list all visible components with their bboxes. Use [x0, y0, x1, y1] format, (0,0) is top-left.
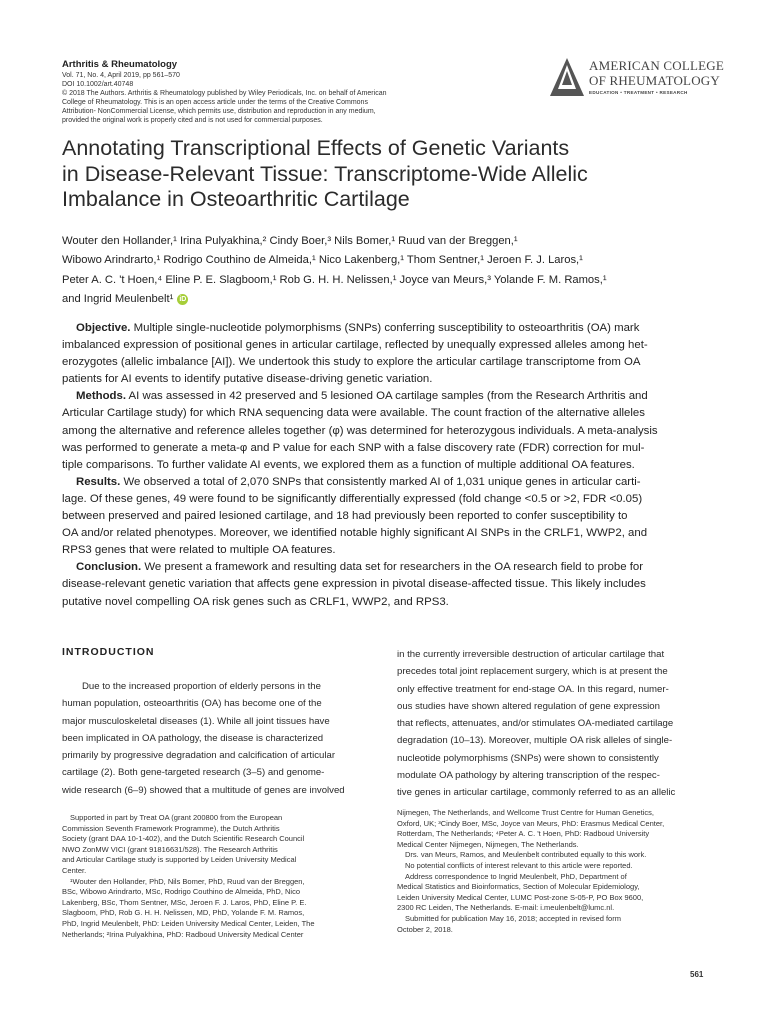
author-line: Wibowo Arindrarto,¹ Rodrigo Couthino de Almeida,¹ Nico Lakenberg,¹ Thom Sentner,¹ Jeroen F. J. Laros,¹: [62, 254, 583, 267]
footnote-line: Rotterdam, The Netherlands; ⁴Peter A. C. 't Hoen, PhD: Radboud University: [397, 829, 650, 839]
meta-line: Attribution- NonCommercial License, which permits use, distribution and reproduction in any medium,: [62, 108, 376, 115]
footnote-line: Oxford, UK; ³Cindy Boer, MSc, Joyce van Meurs, PhD: Erasmus Medical Center,: [397, 818, 665, 828]
meta-line: College of Rheumatology. This is an open access article under the terms of the Creative Commons: [62, 99, 368, 106]
footnote-line: Drs. van Meurs, Ramos, and Meulenbelt contributed equally to this work.: [405, 850, 647, 860]
footnote-email[interactable]: 2300 RC Leiden, The Netherlands. E-mail: i.meulenbelt@lumc.nl.: [397, 903, 615, 913]
body-line: nucleotide polymorphisms (SNPs) were shown to consistently: [397, 752, 659, 764]
footnote-line: PhD, Ingrid Meulenbelt, PhD: Leiden University Medical Center, Leiden, The: [62, 918, 315, 928]
meta-doi[interactable]: DOI 10.1002/art.40748: [62, 81, 134, 88]
footnote-line: Medical Center Nijmegen, Nijmegen, The Netherlands.: [397, 839, 579, 849]
body-line: degradation (10–13). Moreover, multiple OA risk alleles of single-: [397, 735, 673, 747]
body-line: tive genes in articular cartilage, commonly referred to as an allelic: [397, 787, 676, 799]
meta-line: © 2018 The Authors. Arthritis & Rheumatology published by Wiley Periodicals, Inc. on behalf of American: [62, 90, 387, 97]
body-line: that reflects, attenuates, and/or stimulates OA-mediated cartilage: [397, 718, 674, 730]
logo-line-2: OF RHEUMATOLOGY: [589, 73, 720, 88]
footnote-line: Center.: [62, 865, 87, 875]
footnote-line: No potential conflicts of interest relevant to this article were reported.: [405, 860, 633, 870]
body-line: precedes total joint replacement surgery, which is at present the: [397, 666, 668, 678]
body-line: ous studies have shown altered regulation of gene expression: [397, 700, 660, 712]
author-list: [62, 232, 722, 309]
footnote-line: Nijmegen, The Netherlands, and Wellcome Trust Centre for Human Genetics,: [397, 808, 654, 817]
abstract-text: lage. Of these genes, 49 were found to be significantly differentially expressed (fold change <0.5 or >2, FDR <0.05): [62, 492, 643, 505]
abstract-text: RPS3 genes that were related to multiple OA features.: [62, 544, 336, 557]
footnotes-left: [62, 813, 374, 940]
abstract-text: disease-relevant genetic variation that affects gene expression in pivotal disease-affected tissue. This likely includes: [62, 578, 646, 591]
body-line: Due to the increased proportion of elderly persons in the: [82, 681, 321, 692]
abstract-text: imbalanced expression of positional genes in articular cartilage, reflected by unequally expressed alleles among het-: [62, 339, 648, 352]
footnote-line: BSc, Wibowo Arindrarto, MSc, Rodrigo Couthino de Almeida, PhD, Nico: [62, 887, 301, 897]
footnote-line: ¹Wouter den Hollander, PhD, Nils Bomer, PhD, Ruud van der Breggen,: [70, 876, 305, 886]
page-number: 561: [690, 970, 704, 979]
author-line: Peter A. C. 't Hoen,⁴ Eline P. E. Slagboom,¹ Rob G. H. H. Nelissen,¹ Joyce van Meurs,³ Yolande F. M. Ramos,¹: [62, 273, 607, 286]
abstract-text: among the alternative and reference alleles together (φ) was determined for heterozygous individuals. A meta-analysis: [62, 424, 658, 437]
intro-left-column: [62, 678, 374, 799]
abstract-text: between preserved and paired lesioned cartilage, and 18 had previously been reported to confer susceptibility to: [62, 510, 628, 523]
logo-line-1: AMERICAN COLLEGE: [589, 58, 724, 73]
body-line: modulate OA pathology by altering transcription of the respec-: [397, 770, 660, 782]
methods-label: Methods.: [76, 390, 126, 403]
body-line: cartilage (2). Both gene-targeted research (3–5) and genome-: [62, 767, 325, 779]
footnotes-right: [397, 808, 709, 935]
abstract-text: erozygotes (allelic imbalance [AI]). We undertook this study to explore the articular cartilage transcriptome from OA: [62, 356, 641, 369]
conclusion-label: Conclusion.: [76, 561, 142, 574]
orcid-icon[interactable]: iD: [179, 295, 187, 303]
logo-tagline: EDUCATION • TREATMENT • RESEARCH: [589, 90, 688, 95]
abstract-text: was performed to generate a meta-φ and P value for each SNP with a false discovery rate (FDR) correction for mul-: [62, 441, 645, 454]
abstract-text: Articular Cartilage study) for which RNA sequencing data were available. The count fraction of the alternative alleles: [62, 407, 645, 420]
abstract-text: AI was assessed in 42 preserved and 5 lesioned OA cartilage samples (from the Research Arthritis and: [128, 390, 648, 403]
meta-line: provided the original work is properly cited and is not used for commercial purposes.: [62, 117, 323, 124]
journal-name: Arthritis & Rheumatology: [62, 59, 178, 70]
body-line: human population, osteoarthritis (OA) has become one of the: [62, 698, 322, 710]
footnote-line: Commission Seventh Framework Programme), the Dutch Arthritis: [62, 823, 280, 833]
abstract-text: OA and/or related phenotypes. Moreover, we identified notable highly significant AI SNPs in the CRLF1, WWP2, and: [62, 527, 648, 540]
author-line: and Ingrid Meulenbelt¹: [62, 292, 174, 305]
abstract-text: We present a framework and resulting data set for researchers in the OA research field to probe for: [144, 561, 644, 574]
footnote-line: Leiden University Medical Center, LUMC Post-zone S-05-P, PO Box 9600,: [397, 892, 644, 902]
acr-logo: [549, 55, 724, 103]
author-line: Wouter den Hollander,¹ Irina Pulyakhina,² Cindy Boer,³ Nils Bomer,¹ Ruud van der Breggen,¹: [62, 235, 518, 247]
body-line: been implicated in OA pathology, the disease is characterized: [62, 732, 324, 744]
logo-triangle-icon: [549, 57, 585, 97]
abstract-text: We observed a total of 2,070 SNPs that consistently marked AI of 1,031 unique genes in articular carti-: [123, 475, 641, 488]
body-line: in the currently irreversible destruction of articular cartilage that: [397, 649, 665, 660]
results-label: Results.: [76, 475, 121, 488]
body-line: wide research (6–9) showed that a multitude of genes are involved: [62, 784, 345, 796]
footnote-line: Slagboom, PhD, Rob G. H. H. Nelissen, MD, PhD, Yolande F. M. Ramos,: [62, 908, 305, 918]
footnote-line: Netherlands; ²Irina Pulyakhina, PhD: Radboud University Medical Center: [62, 929, 304, 939]
footnote-line: Submitted for publication May 16, 2018; accepted in revised form: [405, 913, 621, 923]
footnote-line: and Articular Cartilage study is supported by Leiden University Medical: [62, 855, 297, 865]
footnote-line: NWO ZonMW VICI (grant 91816631/528). The Research Arthritis: [62, 844, 278, 854]
abstract-text: patients for AI events to identify putative disease-driving genetic variation.: [62, 373, 433, 386]
title-line: Annotating Transcriptional Effects of Genetic Variants: [62, 136, 570, 160]
intro-right-column: [397, 646, 709, 802]
footnote-line: Medical Statistics and Bioinformatics, Section of Molecular Epidemiology,: [397, 882, 640, 892]
title-line: Imbalance in Osteoarthritic Cartilage: [62, 187, 410, 211]
intro-heading: INTRODUCTION: [62, 646, 155, 658]
footnote-line: Address correspondence to Ingrid Meulenbelt, PhD, Department of: [405, 871, 627, 881]
title-line: in Disease-Relevant Tissue: Transcriptome-Wide Allelic: [62, 161, 588, 186]
article-title: [62, 136, 722, 213]
abstract-text: putative novel compelling OA risk genes such as CRLF1, WWP2, and RPS3.: [62, 595, 449, 608]
abstract: [62, 320, 712, 611]
meta-line: Vol. 71, No. 4, April 2019, pp 561–570: [62, 72, 180, 79]
abstract-text: tiple comparisons. To further validate AI events, we explored them as a function of multiple additional OA features.: [62, 458, 635, 471]
footnote-line: Supported in part by Treat OA (grant 200800 from the European: [70, 813, 283, 822]
objective-label: Objective.: [76, 322, 131, 334]
body-line: only effective treatment for end-stage OA. In this regard, numer-: [397, 683, 669, 695]
body-line: major musculoskeletal diseases (1). While all joint tissues have: [62, 715, 330, 727]
article-meta: [62, 71, 462, 125]
body-line: primarily by progressive degradation and calcification of articular: [62, 750, 336, 762]
footnote-line: Lakenberg, BSc, Thom Sentner, MSc, Jeroen F. J. Laros, PhD, Eline P. E.: [62, 897, 307, 907]
footnote-line: October 2, 2018.: [397, 924, 453, 934]
footnote-line: Society (grant DAA 10-1-402), and the Dutch Scientific Research Council: [62, 834, 305, 844]
abstract-text: Multiple single-nucleotide polymorphisms (SNPs) conferring susceptibility to osteoarthritis (OA) mark: [133, 322, 640, 334]
